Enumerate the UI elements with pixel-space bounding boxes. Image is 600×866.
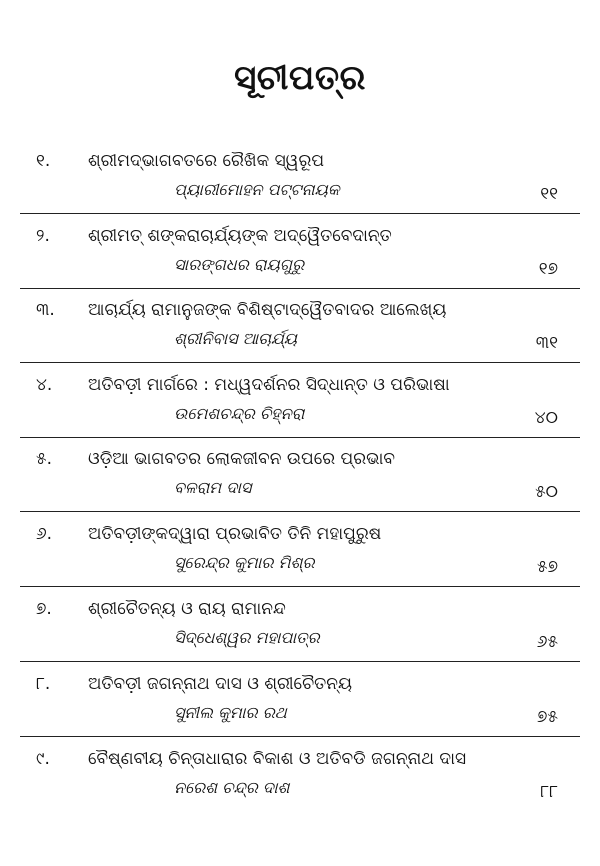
toc-entry bbox=[0, 150, 600, 230]
entry-number: ୫. bbox=[36, 449, 53, 469]
entry-author: ପ୍ୟାରୀମୋହନ ପଟ୍ଟନାୟକ bbox=[174, 180, 340, 199]
entry-divider bbox=[20, 586, 580, 587]
entry-title: ଶ୍ରୀମଦ୍ଭାଗବତରେ ରୈଖିକ ସ୍ୱରୂପ bbox=[88, 151, 325, 171]
entry-author: ବଳରାମ ଦାସ bbox=[174, 478, 252, 497]
entry-number: ୩. bbox=[36, 300, 55, 320]
entry-divider bbox=[20, 736, 580, 737]
entry-page-number: ୧୧ bbox=[540, 184, 558, 204]
entry-number: ୬. bbox=[36, 524, 53, 544]
entry-title: ଅତିବଡ଼ୀ ମାର୍ଗରେ : ମଧ୍ୱଦର୍ଶନର ସିଦ୍ଧାନ୍ତ ଓ ପରିଭାଷା bbox=[88, 375, 450, 395]
toc-entry bbox=[0, 225, 600, 305]
entry-divider bbox=[20, 213, 580, 214]
entry-title: ଆଚାର୍ଯ୍ୟ ରାମାନୁଜଙ୍କ ବିଶିଷ୍ଟାଦ୍ୱୈତବାଦର ଆଲେଖ୍ୟ bbox=[88, 300, 447, 320]
entry-number: ୯. bbox=[36, 749, 50, 769]
entry-title: ବୈଷ୍ଣବୀୟ ଚିନ୍ତାଧାରାର ବିକାଶ ଓ ଅତିବଡି ଜଗନ୍ନାଥ ଦାସ bbox=[88, 749, 467, 769]
page-title: ସୂଚୀପତ୍ର bbox=[234, 58, 366, 98]
toc-entry bbox=[0, 374, 600, 454]
entry-divider bbox=[20, 661, 580, 662]
entry-author: ନରେଶ ଚନ୍ଦ୍ର ଦାଶ bbox=[174, 778, 290, 797]
entry-author: ସୁରେନ୍ଦ୍ର କୁମାର ମିଶ୍ର bbox=[174, 553, 315, 572]
entry-number: ୮. bbox=[36, 674, 51, 694]
toc-entry bbox=[0, 748, 600, 828]
entry-page-number: ୧୭ bbox=[538, 259, 558, 279]
toc-entry bbox=[0, 448, 600, 528]
entry-author: ଶ୍ରୀନିବାସ ଆଚାର୍ଯ୍ୟ bbox=[174, 329, 297, 348]
entry-page-number: ୬୫ bbox=[536, 632, 558, 652]
entry-page-number: ୫୭ bbox=[536, 557, 558, 577]
entry-page-number: ୪୦ bbox=[534, 408, 558, 428]
entry-title: ଶ୍ରୀଚୈତନ୍ୟ ଓ ରାୟ ରାମାନନ୍ଦ bbox=[88, 599, 286, 619]
entry-number: ୧. bbox=[36, 151, 51, 171]
entry-number: ୭. bbox=[36, 599, 52, 619]
entry-page-number: ୩୧ bbox=[535, 333, 558, 353]
entry-page-number: ୮୮ bbox=[540, 782, 558, 802]
entry-page-number: ୭୫ bbox=[536, 707, 558, 727]
entry-title: ଅତିବଡ଼ୀଙ୍କଦ୍ୱାରା ପ୍ରଭାବିତ ତିନି ମହାପୁରୁଷ bbox=[88, 524, 382, 544]
toc-entry bbox=[0, 673, 600, 753]
entry-divider bbox=[20, 362, 580, 363]
entry-author: ସିଦ୍ଧେଶ୍ୱର ମହାପାତ୍ର bbox=[174, 628, 320, 647]
entry-title: ଶ୍ରୀମତ୍ ଶଙ୍କରାଚାର୍ଯ୍ୟଙ୍କ ଅଦ୍ୱୈତବେଦାନ୍ତ bbox=[88, 226, 392, 246]
entry-divider bbox=[20, 437, 580, 438]
entry-title: ଅତିବଡ଼ୀ ଜଗନ୍ନାଥ ଦାସ ଓ ଶ୍ରୀଚୈତନ୍ୟ bbox=[88, 674, 353, 694]
entry-page-number: ୫୦ bbox=[535, 482, 558, 502]
entry-divider bbox=[20, 288, 580, 289]
entry-author: ଉମେଶଚନ୍ଦ୍ର ଚିହ୍ନରା bbox=[174, 404, 305, 423]
entry-number: ୪. bbox=[36, 375, 53, 395]
entry-title: ଓଡ଼ିଆ ଭାଗବତର ଲୋକଜୀବନ ଉପରେ ପ୍ରଭାବ bbox=[88, 449, 395, 469]
toc-entry bbox=[0, 299, 600, 379]
entry-author: ସୁନୀଲ କୁମାର ରଥ bbox=[174, 703, 287, 722]
entry-author: ସାରଙ୍ଗଧର ରାୟଗୁରୁ bbox=[174, 255, 305, 274]
toc-entry bbox=[0, 523, 600, 603]
entry-divider bbox=[20, 511, 580, 512]
toc-entry bbox=[0, 598, 600, 678]
entry-number: ୨. bbox=[36, 226, 50, 246]
